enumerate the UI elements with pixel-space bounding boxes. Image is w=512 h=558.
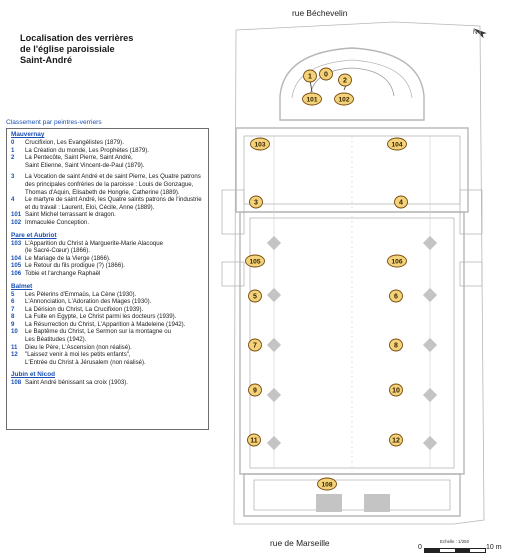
legend-entry-number: 1 (11, 146, 15, 154)
window-marker-3 (250, 196, 263, 208)
legend-entry (11, 255, 204, 263)
legend-entry-number: 12 (11, 351, 18, 359)
legend-group (11, 371, 204, 387)
legend-entry (11, 219, 204, 227)
scale-caption: Echelle : 1/250 (440, 539, 470, 544)
legend-group-name: Pare et Aubriot (11, 231, 57, 239)
window-marker-0 (320, 68, 333, 80)
legend-entry (11, 351, 204, 366)
legend-entry (11, 379, 204, 387)
legend-entry-text: Crucifixion, Les Evangélistes (1879). (25, 139, 124, 146)
window-marker-label: 0 (324, 71, 328, 79)
window-marker-12 (390, 434, 403, 446)
window-marker-label: 11 (250, 437, 258, 445)
legend-group (11, 131, 204, 227)
title-line-2: de l'église paroissiale (20, 44, 115, 54)
window-marker-11 (248, 434, 261, 446)
window-marker-103 (251, 138, 270, 150)
legend-entry-number: 8 (11, 313, 15, 321)
legend-group-name: Balmet (11, 282, 33, 290)
legend-entry-number: 6 (11, 298, 15, 306)
window-marker-label: 101 (306, 96, 318, 104)
window-marker-4 (395, 196, 408, 208)
legend-entry-text: La Création du monde, Les Prophètes (1879). (25, 146, 149, 154)
legend-entry-text: La Résurrection du Christ, L'Apparition à Madeleine (1942). (25, 320, 186, 328)
legend-entry-text: L'Annonciation, L'Adoration des Mages (1930). (25, 298, 152, 306)
title-line-1: Localisation des verrières (20, 33, 134, 43)
legend-entry-text: Le Mariage de la Vierge (1866). (25, 254, 111, 262)
window-marker-label: 7 (253, 342, 257, 350)
legend-entry (11, 313, 204, 321)
legend-entry (11, 298, 204, 306)
church-floor-plan (214, 0, 512, 558)
legend-group-name: Jubin et Nicod (11, 371, 56, 379)
window-marker-label: 8 (394, 342, 398, 350)
legend-entry-text: Dieu le Père, L'Ascension (non réalisé). (25, 343, 132, 351)
legend-entry-text: La Dérision du Christ, La Crucifixion (1939). (25, 305, 144, 313)
street-label-top: rue Béchevelin (292, 8, 348, 18)
legend-entry-number: 101 (11, 211, 22, 219)
window-marker-9 (249, 384, 262, 396)
legend-group-name: Mauvernay (11, 131, 45, 138)
legend-entry (11, 173, 204, 196)
legend-entry-text: Immaculée Conception. (25, 218, 90, 226)
legend-entry-number: 104 (11, 254, 22, 262)
window-marker-label: 12 (392, 437, 400, 445)
legend-entry-number: 105 (11, 262, 22, 270)
window-marker-label: 106 (391, 258, 403, 266)
window-marker-10 (390, 384, 403, 396)
legend-box (6, 128, 209, 430)
legend-entry-text: Le Retour du fils prodigue (?) (1866). (25, 262, 125, 270)
window-marker-label: 2 (343, 77, 347, 85)
legend-entry (11, 139, 204, 147)
legend-entry-text: Saint André bénissant sa croix (1903). (25, 379, 128, 387)
legend-entry (11, 321, 204, 329)
window-marker-label: 10 (392, 387, 400, 395)
street-label-bottom: rue de Marseille (270, 538, 330, 548)
legend-entry (11, 344, 204, 352)
window-marker-label: 1 (308, 73, 312, 81)
legend-entry-number: 9 (11, 320, 15, 328)
legend-entry (11, 211, 204, 219)
legend-entry-number: 108 (11, 379, 22, 387)
window-marker-label: 5 (253, 293, 257, 301)
legend-entry (11, 328, 204, 343)
legend-entry-number: 4 (11, 196, 15, 204)
window-marker-label: 102 (338, 96, 350, 104)
window-marker-label: 3 (254, 199, 258, 207)
legend-entry-text: La Pentecôte, Saint Pierre, Saint André, Saint Etienne, Saint Vincent-de-Paul (1879). (25, 154, 145, 169)
window-marker-label: 108 (321, 481, 333, 489)
window-marker-102 (335, 93, 354, 105)
legend-entry (11, 147, 204, 155)
window-marker-label: 104 (391, 141, 403, 149)
legend-entry-text: Le martyre de saint André, les Quatre saints patrons de l'industrie et du travail : Laurent, Eloi, Cécile, Anne (1889). (25, 196, 202, 211)
window-marker-105 (246, 255, 265, 267)
window-marker-label: 9 (253, 387, 257, 395)
legend-entry-number: 106 (11, 269, 22, 277)
window-marker-108 (318, 478, 337, 490)
window-marker-label: 103 (254, 141, 266, 149)
legend-group (11, 232, 204, 278)
legend-entry (11, 240, 204, 255)
window-marker-104 (388, 138, 407, 150)
window-marker-7 (249, 339, 262, 351)
window-marker-label: 4 (399, 199, 403, 207)
legend-entry (11, 196, 204, 211)
legend-entry-text: Le Baptême du Christ, Le Sermon sur la montagne ou Les Béatitudes (1942). (25, 328, 171, 344)
window-marker-106 (388, 255, 407, 267)
legend-entry-number: 102 (11, 218, 22, 226)
legend-entry-number: 2 (11, 154, 15, 162)
scale-zero: 0 (418, 544, 422, 551)
window-marker-2 (339, 74, 352, 86)
legend-group (11, 283, 204, 367)
legend-entry (11, 262, 204, 270)
legend-entry (11, 291, 204, 299)
north-label: N (473, 30, 478, 36)
scale-bar (414, 538, 510, 554)
scale-max: 10 m (486, 544, 502, 551)
legend-entry-text: La Fuite en Egypte, Le Christ parmi les docteurs (1939). (25, 313, 177, 321)
title-line-3: Saint-André (20, 55, 73, 65)
legend-subheading: Classement par peintres-verriers (6, 119, 102, 126)
legend-entry-text: "Laissez venir à moi les petits enfants", L'Entrée du Christ à Jérusalem (non réalisé). (25, 351, 146, 366)
map-title (20, 33, 210, 66)
window-marker-label: 6 (394, 293, 398, 301)
legend-entry-number: 5 (11, 290, 15, 298)
window-marker-8 (390, 339, 403, 351)
window-marker-label: 105 (249, 258, 261, 266)
legend-entry-number: 103 (11, 239, 22, 247)
legend-entry-number: 3 (11, 173, 15, 181)
legend-entry-text: Les Pèlerins d'Emmaüs, La Cène (1930). (25, 290, 137, 298)
legend-entry (11, 154, 204, 169)
legend-entry-number: 7 (11, 305, 15, 313)
window-marker-101 (303, 93, 322, 105)
window-marker-5 (249, 290, 262, 302)
legend-entry (11, 306, 204, 314)
legend-entry-number: 0 (11, 139, 15, 146)
legend-entry-text: Saint Michel terrassant le dragon. (25, 211, 116, 219)
window-marker-1 (304, 70, 317, 82)
legend-entry-text: Tobie et l'archange Raphaël (25, 269, 101, 277)
legend-entry-number: 11 (11, 343, 18, 351)
legend-entry (11, 270, 204, 278)
legend-entry-number: 10 (11, 328, 18, 336)
legend-entry-text: L'Apparition du Christ à Marguerite-Marie Alacoque (le Sacré-Cœur) (1866). (25, 239, 164, 255)
scale-graduation (424, 548, 486, 553)
window-marker-6 (390, 290, 403, 302)
legend-entry-text: La Vocation de saint André et de saint Pierre, Les Quatre patrons des principales confréries de la paroisse : Louis de Gonzague, Thomas d'Aquin, Elisabeth de Hongrie, Catherine (1889). (25, 173, 201, 196)
